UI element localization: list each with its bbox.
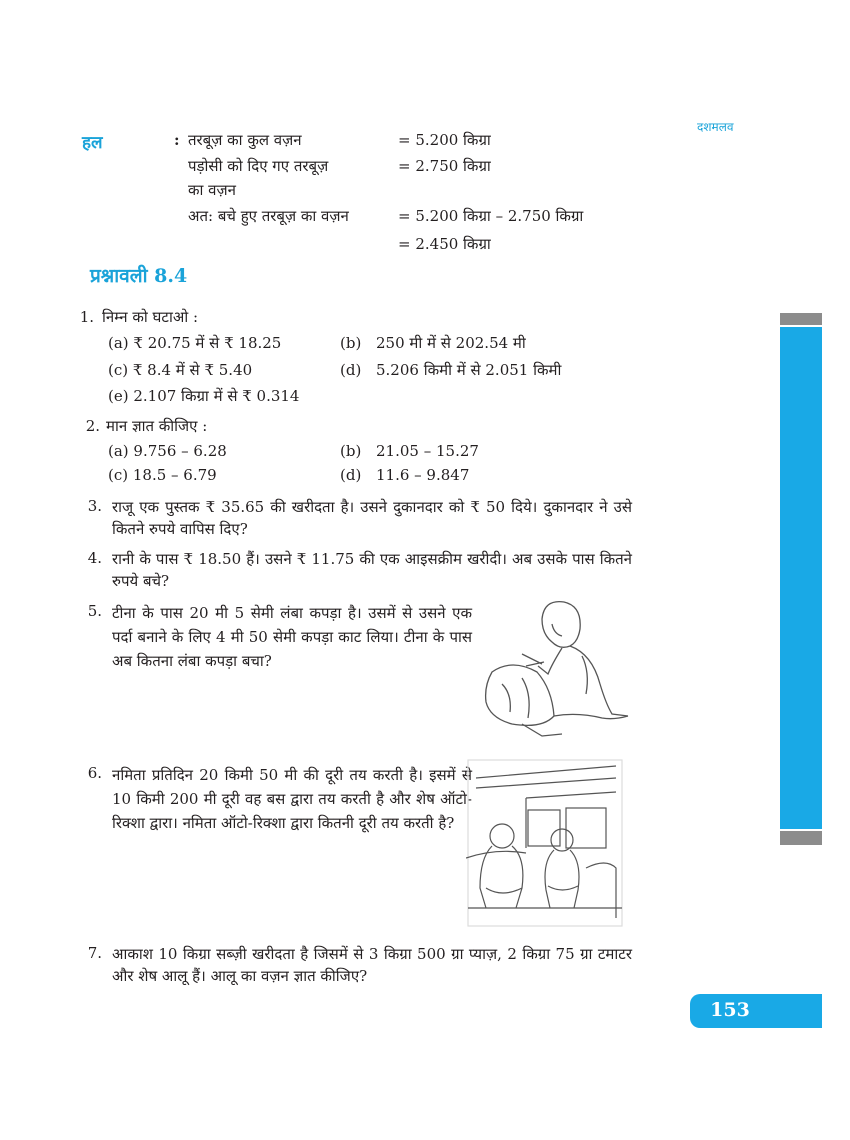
q5-text: टीना के पास 20 मी 5 सेमी लंबा कपड़ा है। उसमें से उसने एक पर्दा बनाने के लिए 4 मी 50 सेमी कपड़ा काट लिया। टीना के पास अब कितना लंबा कपड़ा बचा? [112,604,472,670]
q3-number: 3. [87,497,102,515]
q1-part-b-label: (b) [340,334,362,352]
q2-part-c: (c) 18.5 – 6.79 [108,466,217,484]
solution-row-3-left: का वज़न [188,181,236,199]
q2-text: मान ज्ञात कीजिए : [106,417,208,435]
girl-cutting-cloth-illustration [482,594,632,742]
q1-number: 1. [79,308,94,326]
q6-number: 6. [87,764,102,782]
q1-part-d: 5.206 किमी में से 2.051 किमी [376,361,562,379]
q2-part-b-label: (b) [340,442,362,460]
chapter-title: दशमलव [697,120,734,134]
solution-row-4-left: अत: बचे हुए तरबूज़ का वज़न [188,207,349,225]
q1-part-a: (a) ₹ 20.75 में से ₹ 18.25 [108,334,282,352]
q3-text: राजू एक पुस्तक ₹ 35.65 की खरीदता है। उसने दुकानदार को ₹ 50 दिये। दुकानदार ने उसे कितने रुपये वापिस दिए? [112,498,632,538]
side-tab-bottom-bar [780,831,822,845]
q2-part-a: (a) 9.756 – 6.28 [108,442,227,460]
solution-row-1-left: तरबूज़ का कुल वज़न [188,131,302,149]
bus-passengers-illustration [466,758,624,930]
q4-number: 4. [87,549,102,567]
q1-part-b: 250 मी में से 202.54 मी [376,334,526,352]
q4-text: रानी के पास ₹ 18.50 हैं। उसने ₹ 11.75 की एक आइसक्रीम खरीदी। अब उसके पास कितने रुपये बचे? [112,550,632,590]
q2-part-b: 21.05 – 15.27 [376,442,479,460]
q1-part-c: (c) ₹ 8.4 में से ₹ 5.40 [108,361,253,379]
q2-part-d: 11.6 – 9.847 [376,466,470,484]
solution-row-2-right: = 2.750 किग्रा [398,157,491,175]
q1-part-e: (e) 2.107 किग्रा में से ₹ 0.314 [108,387,300,405]
solution-row-4-right: = 5.200 किग्रा – 2.750 किग्रा [398,207,584,225]
q1-part-d-label: (d) [340,361,362,379]
q6-text: नमिता प्रतिदिन 20 किमी 50 मी की दूरी तय करती है। इसमें से 10 किमी 200 मी दूरी वह बस द्वारा तय करती है और शेष ऑटो-रिक्शा द्वारा। नमिता ऑटो-रिक्शा द्वारा कितनी दूरी तय करती है? [112,766,472,832]
side-tab-top-bar [780,313,822,325]
solution-label: हल [82,133,103,153]
solution-row-2-left: पड़ोसी को दिए गए तरबूज़ [188,157,329,175]
q2-part-d-label: (d) [340,466,362,484]
q7-number: 7. [87,944,102,962]
q1-text: निम्न को घटाओ : [102,308,199,326]
exercise-heading: प्रश्नावली 8.4 [90,265,188,287]
q2-number: 2. [85,417,100,435]
solution-row-5-right: = 2.450 किग्रा [398,235,491,253]
solution-row-1-right: = 5.200 किग्रा [398,131,491,149]
q7-text: आकाश 10 किग्रा सब्ज़ी खरीदता है जिसमें से 3 किग्रा 500 ग्रा प्याज़, 2 किग्रा 75 ग्रा टमाटर और शेष आलू हैं। आलू का वज़न ज्ञात कीजिए? [112,945,632,985]
page-number: 153 [710,999,750,1021]
solution-colon: : [174,131,180,149]
side-tab [780,327,822,829]
q5-number: 5. [87,602,102,620]
